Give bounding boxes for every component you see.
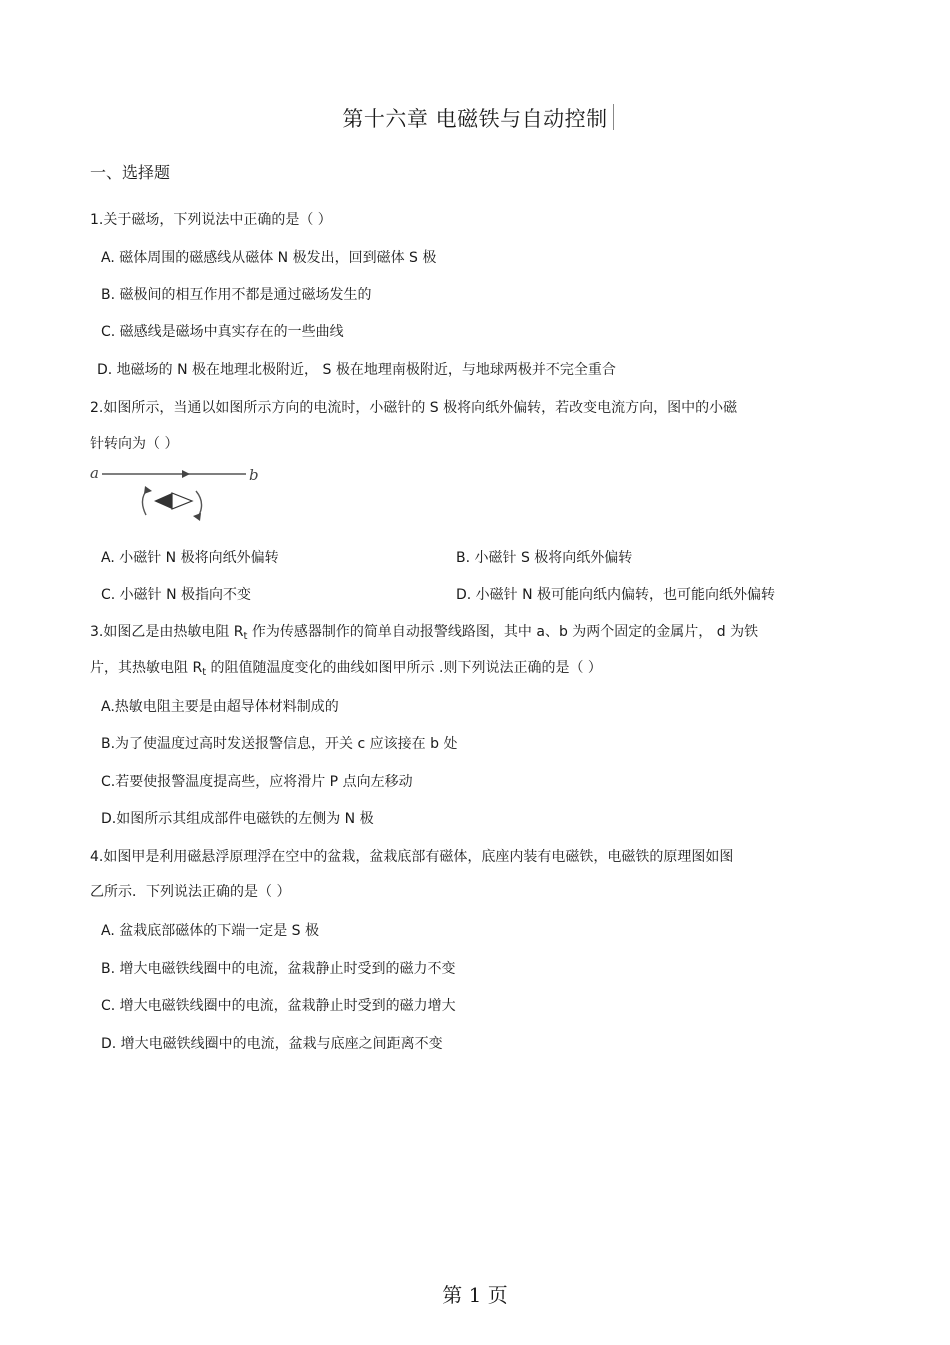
question-3-stem-line-2 — [90, 657, 602, 678]
q3-stem1-part-a: 3.如图乙是由热敏电阻 R — [90, 624, 244, 640]
question-3-option-d: D.如图所示其组成部件电磁铁的左侧为 N 极 — [101, 811, 374, 827]
compass-needle-light-icon — [172, 493, 192, 509]
question-2-stem-line-1: 2.如图所示，当通以如图所示方向的电流时，小磁针的 S 极将向纸外偏转，若改变电流方向，图中的小磁 — [90, 400, 738, 416]
page-number: 第 1 页 — [442, 1283, 508, 1307]
compass-needle-dark-icon — [154, 493, 172, 509]
compass-wire-figure — [88, 461, 268, 531]
section-heading: 一、选择题 — [90, 163, 171, 182]
question-4-stem-line-1: 4.如图甲是利用磁悬浮原理浮在空中的盆栽，盆栽底部有磁体，底座内装有电磁铁，电磁铁的原理图如图 — [90, 849, 734, 865]
rotation-arrowhead-left-icon — [144, 486, 152, 494]
question-2-stem-line-2: 针转向为（ ） — [90, 436, 179, 452]
wire-end-a-label: a — [90, 464, 99, 482]
q3-stem2-part-a: 片，其热敏电阻 R — [90, 660, 203, 676]
q3-stem1-part-b: 作为传感器制作的简单自动报警线路图，其中 a、b 为两个固定的金属片， d 为铁 — [247, 624, 759, 640]
question-4-stem-line-2: 乙所示．下列说法正确的是（ ） — [90, 884, 291, 900]
current-arrow-icon — [182, 470, 190, 478]
question-2-option-c: C. 小磁针 N 极指向不变 — [101, 587, 252, 603]
question-1-option-c: C. 磁感线是磁场中真实存在的一些曲线 — [101, 324, 344, 340]
question-2-option-d: D. 小磁针 N 极可能向纸内偏转，也可能向纸外偏转 — [456, 587, 776, 603]
rotation-arrowhead-right-icon — [193, 513, 201, 521]
question-3-option-b: B.为了使温度过高时发送报警信息，开关 c 应该接在 b 处 — [101, 736, 458, 752]
chapter-title: 第十六章 电磁铁与自动控制 — [342, 107, 608, 131]
rotation-arrow-right — [196, 491, 202, 517]
question-1-stem: 1.关于磁场，下列说法中正确的是（ ） — [90, 212, 332, 228]
question-1-option-b: B. 磁极间的相互作用不都是通过磁场发生的 — [101, 287, 372, 303]
q3-stem1-subscript: t — [243, 631, 248, 642]
wire-end-b-label: b — [249, 466, 259, 484]
question-4-option-c: C. 增大电磁铁线圈中的电流，盆栽静止时受到的磁力增大 — [101, 998, 456, 1014]
question-2-option-a: A. 小磁针 N 极将向纸外偏转 — [101, 550, 279, 566]
question-4-option-d: D. 增大电磁铁线圈中的电流，盆栽与底座之间距离不变 — [101, 1036, 443, 1052]
q3-stem2-part-b: 的阻值随温度变化的曲线如图甲所示 .则下列说法正确的是（ ） — [206, 660, 602, 676]
question-2-option-b: B. 小磁针 S 极将向纸外偏转 — [456, 550, 633, 566]
question-4-option-b: B. 增大电磁铁线圈中的电流，盆栽静止时受到的磁力不变 — [101, 961, 456, 977]
question-3-stem-line-1 — [90, 621, 758, 642]
question-1-option-a: A. 磁体周围的磁感线从磁体 N 极发出，回到磁体 S 极 — [101, 250, 437, 266]
text-cursor — [613, 104, 614, 130]
question-1-option-d: D. 地磁场的 N 极在地理北极附近， S 极在地理南极附近，与地球两极并不完全重合 — [97, 362, 616, 378]
q3-stem2-subscript: t — [202, 667, 207, 678]
question-4-option-a: A. 盆栽底部磁体的下端一定是 S 极 — [101, 923, 320, 939]
question-3-option-a: A.热敏电阻主要是由超导体材料制成的 — [101, 699, 339, 715]
question-3-option-c: C.若要使报警温度提高些，应将滑片 P 点向左移动 — [101, 774, 413, 790]
